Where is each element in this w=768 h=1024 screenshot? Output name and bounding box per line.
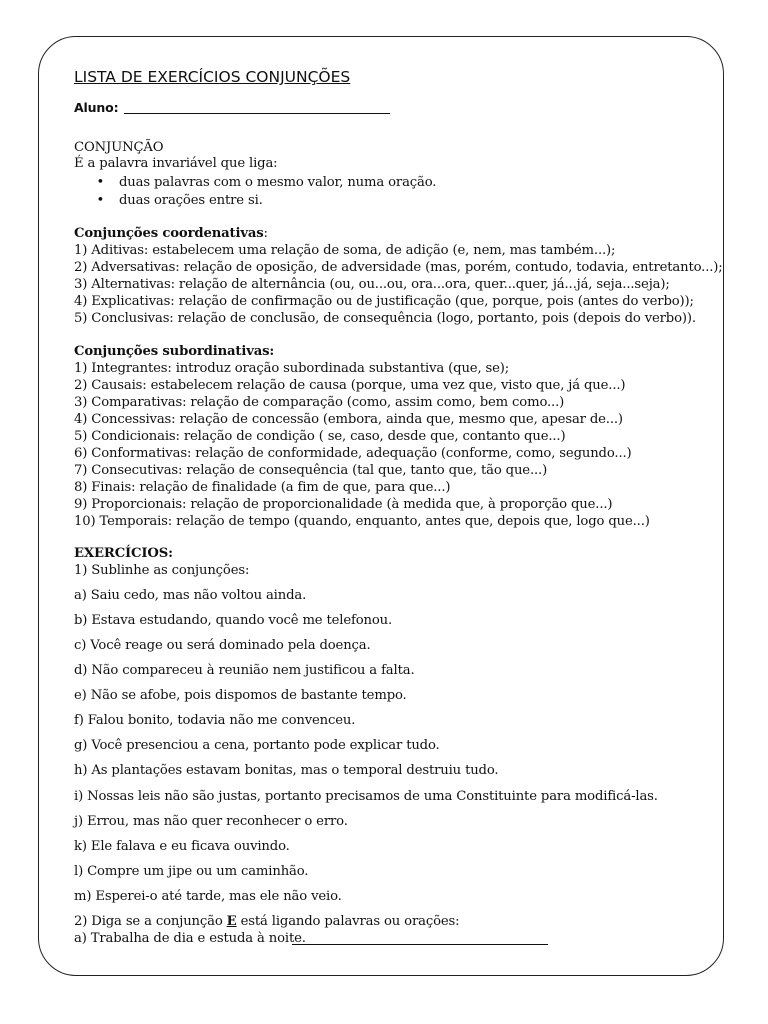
exercise-question <box>74 914 459 929</box>
subordinativa-item: 2) Causais: estabelecem relação de causa (porque, uma vez que, visto que, já que...) <box>74 378 626 393</box>
coordenativa-item: 1) Aditivas: estabelecem uma relação de soma, de adição (e, nem, mas também...); <box>74 243 616 258</box>
bullet-icon: • <box>96 175 105 190</box>
section-heading-conjuncao: CONJUNÇÃO <box>74 140 164 155</box>
section-heading-coordenativas <box>74 226 268 241</box>
exercise-item: i) Nossas leis não são justas, portanto precisamos de uma Constituinte para modificá-las. <box>74 789 658 804</box>
answer-field[interactable] <box>292 944 548 945</box>
exercise-item: b) Estava estudando, quando você me telefonou. <box>74 613 393 628</box>
coordenativa-item: 4) Explicativas: relação de confirmação ou de justificação (que, porque, pois (antes do verbo)); <box>74 294 694 309</box>
worksheet-title: LISTA DE EXERCÍCIOS CONJUNÇÕES <box>74 68 351 86</box>
section-heading-exercicios: EXERCÍCIOS: <box>74 546 173 561</box>
subordinativa-item: 1) Integrantes: introduz oração subordinada substantiva (que, se); <box>74 361 510 376</box>
subordinativa-item: 10) Temporais: relação de tempo (quando, enquanto, antes que, depois que, logo que...) <box>74 514 650 529</box>
subordinativa-item: 8) Finais: relação de finalidade (a fim de que, para que...) <box>74 480 451 495</box>
bullet-icon: • <box>96 193 105 208</box>
exercise-item: a) Saiu cedo, mas não voltou ainda. <box>74 588 307 603</box>
subordinativa-item: 6) Conformativas: relação de conformidade, adequação (conforme, como, segundo...) <box>74 446 632 461</box>
heading-colon: : <box>263 226 268 241</box>
coordenativa-item: 2) Adversativas: relação de oposição, de adversidade (mas, porém, contudo, todavia, entretanto...); <box>74 260 723 275</box>
question-text: 2) Diga se a conjunção <box>74 914 227 929</box>
subordinativa-item: 4) Concessivas: relação de concessão (embora, ainda que, mesmo que, apesar de...) <box>74 412 623 427</box>
bullet-text: duas palavras com o mesmo valor, numa oração. <box>119 175 437 190</box>
exercise-item: e) Não se afobe, pois dispomos de bastante tempo. <box>74 688 407 703</box>
question-text: está ligando palavras ou orações: <box>236 914 460 929</box>
coordenativa-item: 3) Alternativas: relação de alternância (ou, ou...ou, ora...ora, quer...quer, já...já, seja...seja); <box>74 277 670 292</box>
student-name-label: Aluno: <box>74 100 119 115</box>
exercise-item: g) Você presenciou a cena, portanto pode explicar tudo. <box>74 738 440 753</box>
emphasized-conjunction: E <box>226 914 237 929</box>
subordinativa-item: 7) Consecutivas: relação de consequência (tal que, tanto que, tão que...) <box>74 463 548 478</box>
exercise-item: m) Esperei-o até tarde, mas ele não veio. <box>74 889 342 904</box>
section-heading-subordinativas: Conjunções subordinativas: <box>74 344 275 359</box>
exercise-item: f) Falou bonito, todavia não me convenceu. <box>74 713 356 728</box>
student-name-field[interactable] <box>124 113 390 114</box>
exercise-item: c) Você reage ou será dominado pela doença. <box>74 638 371 653</box>
exercise-item: j) Errou, mas não quer reconhecer o erro. <box>74 814 348 829</box>
definition-text: É a palavra invariável que liga: <box>74 156 278 171</box>
exercise-question: 1) Sublinhe as conjunções: <box>74 563 250 578</box>
subordinativa-item: 3) Comparativas: relação de comparação (como, assim como, bem como...) <box>74 395 565 410</box>
exercise-item: h) As plantações estavam bonitas, mas o temporal destruiu tudo. <box>74 763 499 778</box>
exercise-item: a) Trabalha de dia e estuda à noite. <box>74 931 306 946</box>
subordinativa-item: 9) Proporcionais: relação de proporcionalidade (à medida que, à proporção que...) <box>74 497 613 512</box>
bullet-text: duas orações entre si. <box>119 193 263 208</box>
exercise-item: l) Compre um jipe ou um caminhão. <box>74 864 309 879</box>
exercise-item: d) Não compareceu à reunião nem justificou a falta. <box>74 663 415 678</box>
subordinativa-item: 5) Condicionais: relação de condição ( se, caso, desde que, contanto que...) <box>74 429 566 444</box>
heading-text: Conjunções coordenativas <box>74 226 264 241</box>
exercise-item: k) Ele falava e eu ficava ouvindo. <box>74 839 290 854</box>
coordenativa-item: 5) Conclusivas: relação de conclusão, de consequência (logo, portanto, pois (depois do verbo)). <box>74 311 696 326</box>
